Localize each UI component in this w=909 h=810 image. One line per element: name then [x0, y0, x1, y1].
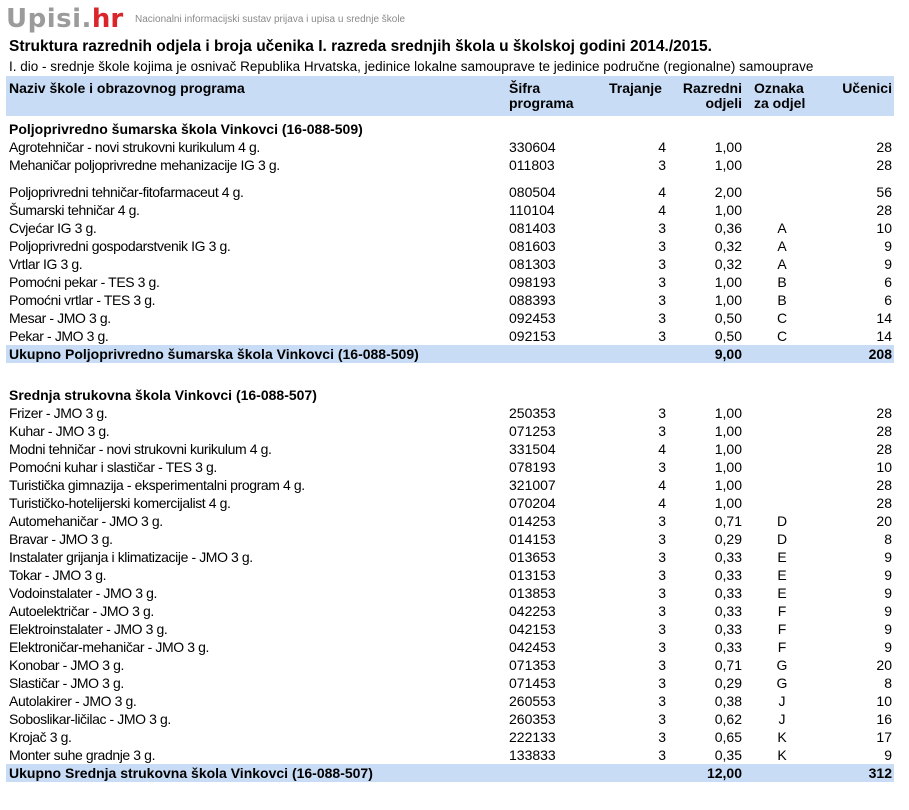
table-row [6, 692, 894, 710]
program-code: 260353 [509, 711, 556, 727]
program-classes: 0,62 [714, 711, 742, 727]
table-row [6, 440, 894, 458]
program-name: Krojač 3 g. [9, 729, 72, 745]
site-logo[interactable] [6, 0, 123, 34]
program-classes: 0,33 [714, 639, 742, 655]
program-students: 10 [876, 459, 892, 475]
program-name: Soboslikar-ličilac - JMO 3 g. [9, 711, 171, 727]
program-mark: K [777, 747, 787, 763]
program-duration: 3 [658, 423, 666, 439]
program-duration: 3 [658, 292, 666, 308]
program-code: 042253 [509, 603, 556, 619]
program-classes: 1,00 [714, 441, 742, 457]
program-mark: E [777, 567, 787, 583]
program-classes: 1,00 [714, 202, 742, 218]
total-students: 312 [868, 765, 892, 781]
program-name: Agrotehničar - novi strukovni kurikulum 4 g. [9, 139, 260, 155]
table-row [6, 656, 894, 674]
table-row [6, 584, 894, 602]
table-row [6, 273, 894, 291]
program-mark: K [777, 729, 787, 745]
table-row [6, 458, 894, 476]
table-row [6, 476, 894, 494]
page-subtitle: I. dio - srednje škole kojima je osnivač Republika Hrvatska, jedinice lokalne samouprave te jedinice područne (regionalne) samouprave [9, 59, 814, 74]
program-code: 042453 [509, 639, 556, 655]
program-students: 10 [876, 693, 892, 709]
program-code: 330604 [509, 139, 556, 155]
schools-table [6, 120, 894, 782]
program-students: 28 [876, 157, 892, 173]
program-duration: 3 [658, 531, 666, 547]
program-classes: 1,00 [714, 477, 742, 493]
program-students: 9 [884, 603, 892, 619]
program-students: 28 [876, 423, 892, 439]
program-classes: 0,29 [714, 675, 742, 691]
program-duration: 4 [658, 202, 666, 218]
program-classes: 0,35 [714, 747, 742, 763]
program-name: Autolakirer - JMO 3 g. [9, 693, 137, 709]
program-code: 014253 [509, 513, 556, 529]
program-classes: 0,33 [714, 621, 742, 637]
total-classes: 9,00 [714, 346, 742, 362]
program-code: 071353 [509, 657, 556, 673]
program-students: 16 [876, 711, 892, 727]
program-duration: 3 [658, 747, 666, 763]
program-mark: F [777, 639, 787, 655]
program-name: Elektroničar-mehaničar - JMO 3 g. [9, 639, 209, 655]
page-title: Struktura razrednih odjela i broja učenika I. razreda srednjih škola u školskoj godini 2014./2015. [9, 38, 712, 55]
program-code: 222133 [509, 729, 556, 745]
program-students: 28 [876, 405, 892, 421]
table-row [6, 494, 894, 512]
program-code: 260553 [509, 693, 556, 709]
program-classes: 0,36 [714, 220, 742, 236]
program-mark: E [777, 585, 787, 601]
program-name: Cvjećar IG 3 g. [9, 220, 97, 236]
program-code: 081403 [509, 220, 556, 236]
program-students: 9 [884, 621, 892, 637]
program-classes: 1,00 [714, 459, 742, 475]
program-code: 092453 [509, 310, 556, 326]
program-code: 081303 [509, 256, 556, 272]
program-code: 013153 [509, 567, 556, 583]
col-header-name: Naziv škole i obrazovnog programa [9, 80, 245, 96]
program-duration: 4 [658, 495, 666, 511]
program-students: 9 [884, 549, 892, 565]
table-row [6, 255, 894, 273]
total-label: Ukupno Poljoprivredno šumarska škola Vinkovci (16-088-509) [9, 346, 419, 362]
spacer-row [6, 363, 894, 386]
program-mark: B [777, 274, 787, 290]
program-code: 013653 [509, 549, 556, 565]
col-header-classes: Razredni odjeli [682, 80, 742, 111]
program-duration: 4 [658, 184, 666, 200]
program-name: Modni tehničar - novi strukovni kurikulum 4 g. [9, 441, 272, 457]
program-classes: 0,65 [714, 729, 742, 745]
program-duration: 3 [658, 220, 666, 236]
program-name: Pekar - JMO 3 g. [9, 328, 109, 344]
program-duration: 3 [658, 256, 666, 272]
program-name: Slastičar - JMO 3 g. [9, 675, 124, 691]
program-mark: D [776, 513, 788, 529]
program-name: Elektroinstalater - JMO 3 g. [9, 621, 168, 637]
program-classes: 0,38 [714, 693, 742, 709]
col-header-code: Šifra programa [509, 80, 574, 111]
program-mark: D [776, 531, 788, 547]
program-duration: 3 [658, 328, 666, 344]
program-duration: 3 [658, 274, 666, 290]
program-students: 9 [884, 238, 892, 254]
program-classes: 0,50 [714, 328, 742, 344]
program-code: 071453 [509, 675, 556, 691]
program-code: 042153 [509, 621, 556, 637]
col-header-students: Učenici [842, 80, 892, 96]
program-code: 088393 [509, 292, 556, 308]
site-tagline: Nacionalni informacijski sustav prijava i upisa u srednje škole [135, 14, 406, 25]
program-duration: 3 [658, 310, 666, 326]
program-name: Automehaničar - JMO 3 g. [9, 513, 163, 529]
table-row [6, 710, 894, 728]
program-mark: F [777, 603, 787, 619]
program-classes: 0,33 [714, 603, 742, 619]
program-name: Monter suhe gradnje 3 g. [9, 747, 156, 763]
program-duration: 3 [658, 585, 666, 601]
program-classes: 0,50 [714, 310, 742, 326]
table-row [6, 674, 894, 692]
program-classes: 1,00 [714, 139, 742, 155]
program-classes: 0,29 [714, 531, 742, 547]
table-row [6, 638, 894, 656]
program-name: Bravar - JMO 3 g. [9, 531, 113, 547]
program-mark: A [777, 256, 787, 272]
school-name: Poljoprivredno šumarska škola Vinkovci (16-088-509) [9, 121, 363, 137]
program-duration: 3 [658, 657, 666, 673]
program-students: 6 [884, 274, 892, 290]
program-classes: 0,71 [714, 513, 742, 529]
table-row [6, 728, 894, 746]
table-row [6, 548, 894, 566]
program-name: Šumarski tehničar 4 g. [9, 202, 140, 218]
program-students: 28 [876, 139, 892, 155]
program-students: 28 [876, 495, 892, 511]
table-row [6, 138, 894, 156]
program-code: 250353 [509, 405, 556, 421]
table-row [6, 327, 894, 345]
program-duration: 3 [658, 157, 666, 173]
program-code: 011803 [509, 157, 555, 173]
program-code: 331504 [509, 441, 556, 457]
program-duration: 3 [658, 621, 666, 637]
col-header-mark: Oznaka za odjel [754, 80, 806, 111]
program-duration: 3 [658, 459, 666, 475]
program-name: Mesar - JMO 3 g. [9, 310, 111, 326]
logo-text-upisi: Upisi. [6, 4, 92, 34]
program-mark: B [777, 292, 787, 308]
table-row [6, 404, 894, 422]
program-classes: 1,00 [714, 495, 742, 511]
table-row [6, 530, 894, 548]
program-classes: 1,00 [714, 292, 742, 308]
table-row [6, 156, 894, 174]
table-row [6, 746, 894, 764]
program-code: 071253 [509, 423, 556, 439]
program-students: 28 [876, 477, 892, 493]
table-row [6, 291, 894, 309]
col-header-duration: Trajanje [609, 80, 662, 96]
program-students: 6 [884, 292, 892, 308]
program-code: 133833 [509, 747, 556, 763]
program-name: Poljoprivredni tehničar-fitofarmaceut 4 g. [9, 184, 244, 200]
program-name: Poljoprivredni gospodarstvenik IG 3 g. [9, 238, 231, 254]
table-row [6, 602, 894, 620]
program-students: 8 [884, 531, 892, 547]
school-header-row [6, 120, 894, 138]
logo-text-hr: hr [91, 4, 124, 34]
program-students: 9 [884, 747, 892, 763]
program-students: 14 [876, 328, 892, 344]
program-students: 20 [876, 657, 892, 673]
program-name: Kuhar - JMO 3 g. [9, 423, 110, 439]
program-mark: A [777, 220, 787, 236]
program-mark: J [778, 693, 786, 709]
table-row [6, 183, 894, 201]
table-row [6, 566, 894, 584]
program-duration: 3 [658, 567, 666, 583]
program-classes: 0,71 [714, 657, 742, 673]
school-total-row [6, 345, 894, 363]
program-mark: J [778, 711, 786, 727]
program-name: Frizer - JMO 3 g. [9, 405, 108, 421]
program-students: 10 [876, 220, 892, 236]
table-row [6, 620, 894, 638]
program-students: 9 [884, 567, 892, 583]
table-row [6, 237, 894, 255]
program-mark: C [776, 328, 788, 344]
program-classes: 1,00 [714, 274, 742, 290]
program-name: Instalater grijanja i klimatizacije - JMO 3 g. [9, 549, 253, 565]
program-duration: 3 [658, 513, 666, 529]
program-code: 321007 [509, 477, 556, 493]
program-name: Pomoćni pekar - TES 3 g. [9, 274, 160, 290]
program-classes: 0,32 [714, 238, 742, 254]
total-label: Ukupno Srednja strukovna škola Vinkovci (16-088-507) [9, 765, 373, 781]
spacer-row [6, 174, 894, 183]
program-duration: 3 [658, 238, 666, 254]
program-students: 14 [876, 310, 892, 326]
table-row [6, 512, 894, 530]
program-code: 070204 [509, 495, 556, 511]
table-row [6, 422, 894, 440]
program-name: Vodoinstalater - JMO 3 g. [9, 585, 157, 601]
program-name: Turističko-hotelijerski komercijalist 4 g. [9, 495, 231, 511]
program-code: 078193 [509, 459, 556, 475]
program-classes: 0,33 [714, 585, 742, 601]
program-duration: 3 [658, 693, 666, 709]
program-code: 110104 [509, 202, 555, 218]
program-duration: 3 [658, 675, 666, 691]
program-name: Pomoćni vrtlar - TES 3 g. [9, 292, 156, 308]
total-classes: 12,00 [706, 765, 742, 781]
total-students: 208 [868, 346, 892, 362]
program-code: 081603 [509, 238, 556, 254]
table-row [6, 219, 894, 237]
program-students: 9 [884, 256, 892, 272]
program-students: 20 [876, 513, 892, 529]
program-duration: 3 [658, 603, 666, 619]
program-duration: 4 [658, 139, 666, 155]
program-duration: 3 [658, 711, 666, 727]
program-code: 014153 [509, 531, 556, 547]
program-name: Pomoćni kuhar i slastičar - TES 3 g. [9, 459, 217, 475]
program-students: 8 [884, 675, 892, 691]
school-header-row [6, 386, 894, 404]
school-total-row [6, 764, 894, 782]
program-name: Turistička gimnazija - eksperimentalni program 4 g. [9, 477, 305, 493]
program-students: 9 [884, 585, 892, 601]
program-duration: 4 [658, 441, 666, 457]
program-code: 013853 [509, 585, 556, 601]
program-duration: 3 [658, 729, 666, 745]
program-classes: 0,33 [714, 549, 742, 565]
program-mark: G [776, 675, 788, 691]
program-name: Tokar - JMO 3 g. [9, 567, 107, 583]
table-row [6, 201, 894, 219]
program-mark: G [776, 657, 788, 673]
program-name: Vrtlar IG 3 g. [9, 256, 83, 272]
program-mark: F [777, 621, 787, 637]
program-classes: 0,32 [714, 256, 742, 272]
program-duration: 4 [658, 477, 666, 493]
table-row [6, 309, 894, 327]
program-duration: 3 [658, 405, 666, 421]
program-duration: 3 [658, 549, 666, 565]
table-header [6, 76, 894, 116]
program-mark: E [777, 549, 787, 565]
program-students: 28 [876, 202, 892, 218]
program-students: 9 [884, 639, 892, 655]
program-code: 092153 [509, 328, 556, 344]
program-classes: 1,00 [714, 157, 742, 173]
program-classes: 1,00 [714, 423, 742, 439]
program-students: 17 [876, 729, 892, 745]
program-students: 28 [876, 441, 892, 457]
program-classes: 1,00 [714, 405, 742, 421]
program-mark: C [776, 310, 788, 326]
program-students: 56 [876, 184, 892, 200]
program-name: Autoelektričar - JMO 3 g. [9, 603, 154, 619]
program-classes: 0,33 [714, 567, 742, 583]
school-name: Srednja strukovna škola Vinkovci (16-088-507) [9, 387, 317, 403]
program-name: Konobar - JMO 3 g. [9, 657, 124, 673]
program-name: Mehaničar poljoprivredne mehanizacije IG 3 g. [9, 157, 280, 173]
program-code: 080504 [509, 184, 556, 200]
program-mark: A [777, 238, 787, 254]
program-duration: 3 [658, 639, 666, 655]
program-classes: 2,00 [714, 184, 742, 200]
program-code: 098193 [509, 274, 556, 290]
